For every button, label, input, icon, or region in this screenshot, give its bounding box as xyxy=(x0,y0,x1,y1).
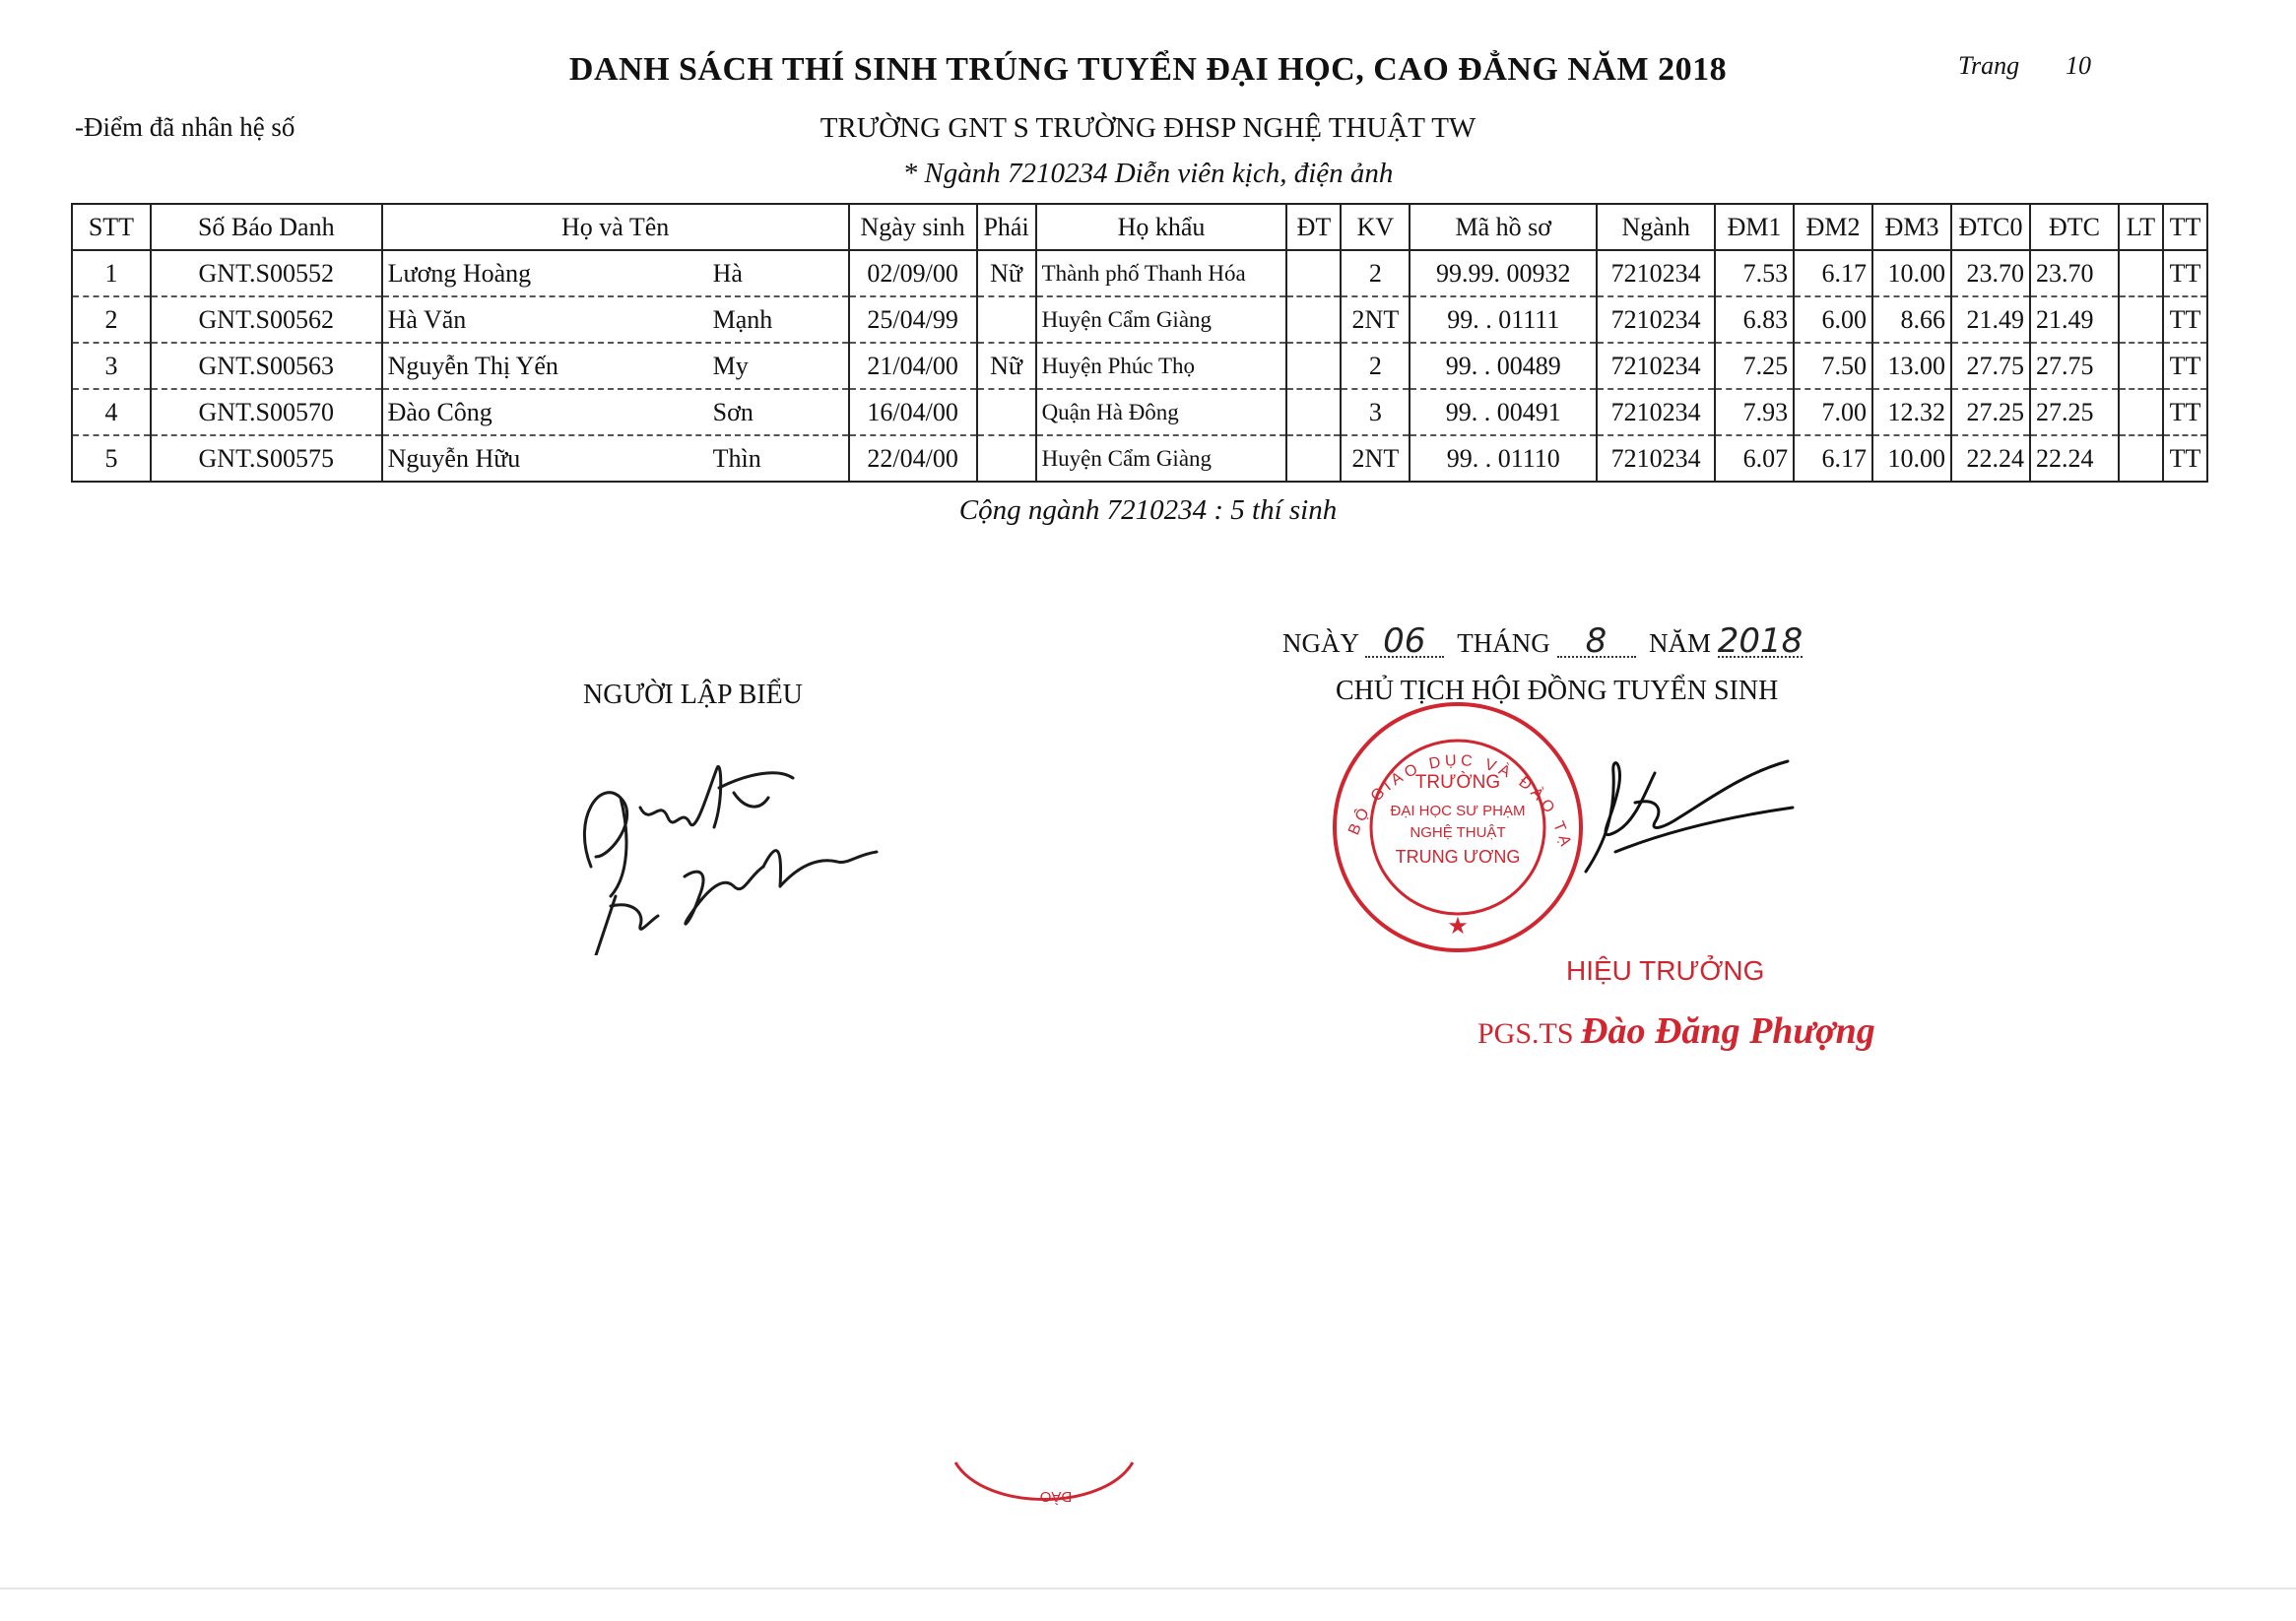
cell-dtc: 21.49 xyxy=(2030,296,2119,343)
svg-text:TRUNG ƯƠNG: TRUNG ƯƠNG xyxy=(1395,847,1521,867)
cell-tt: TT xyxy=(2163,343,2207,389)
cell-full-name xyxy=(382,296,849,343)
seal-impression xyxy=(946,1453,1143,1536)
cell-ngay-sinh: 22/04/00 xyxy=(849,435,977,482)
principal-prefix: PGS.TS xyxy=(1477,1017,1574,1050)
day-label: NGÀY xyxy=(1282,628,1358,658)
cell-tt: TT xyxy=(2163,389,2207,435)
principal-signature xyxy=(1556,734,1803,896)
cell-nganh: 7210234 xyxy=(1597,343,1715,389)
cell-phai: Nữ xyxy=(977,343,1036,389)
cell-ma-ho-so: 99.99. 00932 xyxy=(1410,250,1597,296)
cell-nganh: 7210234 xyxy=(1597,250,1715,296)
cell-sbd: GNT.S00552 xyxy=(151,250,382,296)
year-label: NĂM xyxy=(1649,628,1712,658)
cell-dt xyxy=(1286,343,1341,389)
table-row xyxy=(72,435,2207,482)
cell-kv: 2NT xyxy=(1341,296,1410,343)
cell-nganh: 7210234 xyxy=(1597,389,1715,435)
cell-ngay-sinh: 02/09/00 xyxy=(849,250,977,296)
cell-dt xyxy=(1286,296,1341,343)
cell-ho-khau: Huyện Phúc Thọ xyxy=(1036,343,1287,389)
svg-text:BỘ GIÁO DỤC VÀ ĐÀO TẠO: BỘ GIÁO DỤC VÀ ĐÀO TẠ xyxy=(1345,752,1575,852)
cell-sbd: GNT.S00575 xyxy=(151,435,382,482)
cell-dm1: 6.83 xyxy=(1715,296,1794,343)
cell-dtc0: 22.24 xyxy=(1951,435,2030,482)
col-header: Ngành xyxy=(1597,204,1715,250)
cell-ho-khau: Thành phố Thanh Hóa xyxy=(1036,250,1287,296)
col-header: Họ và Tên xyxy=(382,204,849,250)
cell-ma-ho-so: 99. . 01111 xyxy=(1410,296,1597,343)
preparer-signature xyxy=(552,729,926,960)
cell-dm3: 13.00 xyxy=(1872,343,1951,389)
table-row xyxy=(72,389,2207,435)
cell-dtc: 27.25 xyxy=(2030,389,2119,435)
cell-stt: 3 xyxy=(72,343,151,389)
cell-dm3: 10.00 xyxy=(1872,250,1951,296)
cell-ma-ho-so: 99. . 00489 xyxy=(1410,343,1597,389)
preparer-label: NGƯỜI LẬP BIỂU xyxy=(583,680,803,710)
cell-ngay-sinh: 25/04/99 xyxy=(849,296,977,343)
month-value: 8 xyxy=(1557,626,1636,658)
page-edge xyxy=(0,1588,2296,1589)
cell-dm3: 10.00 xyxy=(1872,435,1951,482)
cell-dtc0: 27.25 xyxy=(1951,389,2030,435)
cell-dm1: 7.93 xyxy=(1715,389,1794,435)
cell-tt: TT xyxy=(2163,435,2207,482)
cell-dt xyxy=(1286,435,1341,482)
cell-dtc: 22.24 xyxy=(2030,435,2119,482)
cell-phai xyxy=(977,389,1036,435)
cell-full-name xyxy=(382,250,849,296)
cell-dm2: 6.00 xyxy=(1794,296,1872,343)
col-header: ĐT xyxy=(1286,204,1341,250)
col-header: STT xyxy=(72,204,151,250)
principal-name xyxy=(1477,1009,1875,1053)
cell-given-name: Hà xyxy=(712,259,743,288)
official-seal xyxy=(1320,689,1596,970)
cell-ma-ho-so: 99. . 01110 xyxy=(1410,435,1597,482)
svg-text:ĐÀO: ĐÀO xyxy=(1039,1488,1073,1505)
cell-family-name: Hà Văn xyxy=(387,304,467,334)
table-row xyxy=(72,343,2207,389)
col-header: Mã hồ sơ xyxy=(1410,204,1597,250)
major-total: Cộng ngành 7210234 : 5 thí sinh xyxy=(958,494,1338,526)
cell-family-name: Đào Công xyxy=(387,397,492,426)
svg-text:ĐẠI HỌC SƯ PHẠM: ĐẠI HỌC SƯ PHẠM xyxy=(1390,803,1526,819)
signing-date xyxy=(1282,621,1804,661)
cell-ho-khau: Huyện Cẩm Giàng xyxy=(1036,296,1287,343)
cell-given-name: My xyxy=(712,352,749,380)
cell-lt xyxy=(2119,250,2163,296)
cell-dtc: 23.70 xyxy=(2030,250,2119,296)
cell-tt: TT xyxy=(2163,296,2207,343)
svg-text:TRƯỜNG: TRƯỜNG xyxy=(1414,772,1501,793)
cell-given-name: Mạnh xyxy=(712,305,773,334)
cell-lt xyxy=(2119,296,2163,343)
cell-dtc0: 21.49 xyxy=(1951,296,2030,343)
col-header: TT xyxy=(2163,204,2207,250)
col-header: KV xyxy=(1341,204,1410,250)
table-row xyxy=(72,296,2207,343)
cell-kv: 3 xyxy=(1341,389,1410,435)
svg-text:★: ★ xyxy=(1447,914,1469,940)
day-value: 06 xyxy=(1365,626,1444,658)
cell-nganh: 7210234 xyxy=(1597,435,1715,482)
cell-dm2: 6.17 xyxy=(1794,435,1872,482)
cell-dtc0: 27.75 xyxy=(1951,343,2030,389)
cell-lt xyxy=(2119,389,2163,435)
cell-phai: Nữ xyxy=(977,250,1036,296)
col-header: Họ khẩu xyxy=(1036,204,1287,250)
principal-fullname: Đào Đăng Phượng xyxy=(1581,1010,1875,1052)
col-header: Số Báo Danh xyxy=(151,204,382,250)
col-header: ĐM3 xyxy=(1872,204,1951,250)
cell-dm1: 7.25 xyxy=(1715,343,1794,389)
cell-dt xyxy=(1286,389,1341,435)
cell-dm3: 12.32 xyxy=(1872,389,1951,435)
cell-sbd: GNT.S00563 xyxy=(151,343,382,389)
cell-dm2: 7.50 xyxy=(1794,343,1872,389)
cell-ho-khau: Huyện Cẩm Giàng xyxy=(1036,435,1287,482)
major-heading: * Ngành 7210234 Diễn viên kịch, điện ảnh xyxy=(902,158,1394,189)
cell-kv: 2NT xyxy=(1341,435,1410,482)
cell-kv: 2 xyxy=(1341,250,1410,296)
cell-dtc: 27.75 xyxy=(2030,343,2119,389)
chair-label: CHỦ TỊCH HỘI ĐỒNG TUYỂN SINH xyxy=(1336,676,1779,706)
cell-ngay-sinh: 16/04/00 xyxy=(849,389,977,435)
col-header: LT xyxy=(2119,204,2163,250)
cell-dm2: 7.00 xyxy=(1794,389,1872,435)
cell-dm1: 6.07 xyxy=(1715,435,1794,482)
cell-ma-ho-so: 99. . 00491 xyxy=(1410,389,1597,435)
col-header: ĐTC0 xyxy=(1951,204,2030,250)
col-header: ĐM1 xyxy=(1715,204,1794,250)
col-header: ĐM2 xyxy=(1794,204,1872,250)
school-name: TRƯỜNG GNT S TRƯỜNG ĐHSP NGHỆ THUẬT TW xyxy=(820,112,1476,144)
cell-dm1: 7.53 xyxy=(1715,250,1794,296)
cell-full-name xyxy=(382,389,849,435)
svg-text:NGHỆ THUẬT: NGHỆ THUẬT xyxy=(1410,824,1506,841)
cell-full-name xyxy=(382,435,849,482)
cell-stt: 2 xyxy=(72,296,151,343)
cell-tt: TT xyxy=(2163,250,2207,296)
cell-sbd: GNT.S00570 xyxy=(151,389,382,435)
cell-kv: 2 xyxy=(1341,343,1410,389)
cell-lt xyxy=(2119,435,2163,482)
cell-dm3: 8.66 xyxy=(1872,296,1951,343)
cell-lt xyxy=(2119,343,2163,389)
cell-ngay-sinh: 21/04/00 xyxy=(849,343,977,389)
cell-stt: 4 xyxy=(72,389,151,435)
cell-stt: 5 xyxy=(72,435,151,482)
admission-table xyxy=(71,203,2208,483)
col-header: ĐTC xyxy=(2030,204,2119,250)
document-title: DANH SÁCH THÍ SINH TRÚNG TUYỂN ĐẠI HỌC, CAO ĐẲNG NĂM 2018 xyxy=(568,51,1728,88)
cell-dm2: 6.17 xyxy=(1794,250,1872,296)
cell-dtc0: 23.70 xyxy=(1951,250,2030,296)
cell-nganh: 7210234 xyxy=(1597,296,1715,343)
page-number: 10 xyxy=(2066,51,2091,80)
col-header: Ngày sinh xyxy=(849,204,977,250)
cell-family-name: Lương Hoàng xyxy=(387,258,532,288)
cell-family-name: Nguyễn Hữu xyxy=(387,443,521,473)
year-value: 2018 xyxy=(1717,621,1804,661)
cell-ho-khau: Quận Hà Đông xyxy=(1036,389,1287,435)
page-label: Trang xyxy=(1958,51,2020,80)
cell-given-name: Thìn xyxy=(712,444,761,473)
principal-title: HIỆU TRƯỞNG xyxy=(1566,955,1765,986)
table-row xyxy=(72,250,2207,296)
month-label: THÁNG xyxy=(1457,628,1550,658)
cell-given-name: Sơn xyxy=(712,398,754,426)
cell-sbd: GNT.S00562 xyxy=(151,296,382,343)
cell-phai xyxy=(977,435,1036,482)
table-header-row xyxy=(72,204,2207,250)
cell-full-name xyxy=(382,343,849,389)
cell-dt xyxy=(1286,250,1341,296)
cell-family-name: Nguyễn Thị Yến xyxy=(387,351,558,380)
score-note: -Điểm đã nhân hệ số xyxy=(75,112,295,142)
cell-phai xyxy=(977,296,1036,343)
cell-stt: 1 xyxy=(72,250,151,296)
col-header: Phái xyxy=(977,204,1036,250)
